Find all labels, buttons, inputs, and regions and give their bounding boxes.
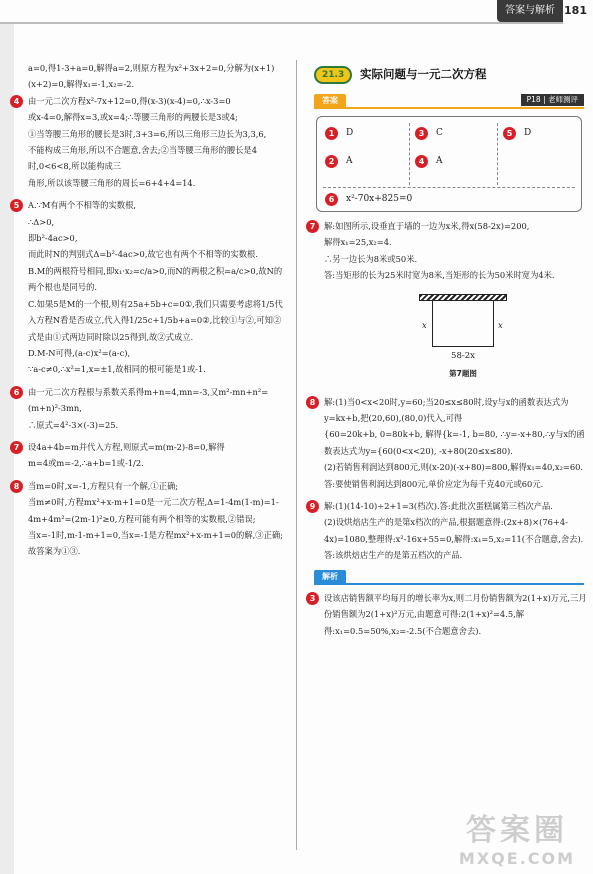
right-column: [306, 60, 588, 645]
answer-label: 答案: [314, 94, 346, 108]
fig-left-label: x: [422, 320, 427, 331]
section-title: 实际问题与一元二次方程: [360, 67, 487, 81]
fig-right-label: x: [498, 320, 503, 331]
answer-line: 由一元二次方程根与系数关系得m+n=4,mn=-3,又m²-mn+n²=(m+n)²-3mn,: [28, 386, 269, 414]
question-number: 7: [10, 441, 23, 454]
question-9: [306, 498, 588, 564]
figure-7: [306, 290, 588, 394]
answer-text: A: [346, 156, 353, 166]
q8-line: {60=20k+b, 0=80k+b, 解得{k=-1, b=80, ∴y=-x+80,∴y与x的函数表达式为y={60(0<x<20), -x+80(20≤x≤80).: [324, 429, 585, 456]
answer-line: 当m=0时,x=-1,方程只有一个解,①正确;: [28, 480, 179, 491]
answer-text: D: [346, 128, 354, 138]
answer-text: C: [436, 128, 443, 138]
answer-num: 1: [325, 127, 338, 140]
left-column: [10, 60, 288, 566]
answer-line: 即b²-4ac>0,: [28, 233, 78, 244]
answer-item: [10, 478, 288, 560]
q7-line: 答:当矩形的长为25米时宽为8米,当矩形的长为50米时宽为4米.: [324, 270, 555, 281]
q8-line: 解:(1)当0<x<20时,y=60;当20≤x≤80时,设y与x的函数表达式为y=kx+b,把(20,60),(80,0)代入,可得: [324, 396, 569, 424]
question-number: 4: [10, 95, 23, 108]
answer-line: C.如果5是M的一个根,则有25a+5b+c=0①,我们只需要考虑将1/5代入方程N看是否成立,代入得1/25c+1/5b+a=0②,比较①与②,可知②式是由①式两边同时除以25得到,故②式成立.: [28, 298, 283, 342]
answer-line: A.∵M有两个不相等的实数根,: [28, 200, 137, 211]
answer-box: [316, 116, 582, 212]
watermark-title: 答案圈: [466, 813, 568, 848]
question-number: 8: [306, 396, 319, 409]
answer-line: ∴Δ>0,: [28, 216, 55, 227]
answer-cell: [325, 125, 353, 141]
watermark: [447, 805, 587, 868]
answer-line: 设4a+4b=m并代入方程,则原式=m(m-2)-8=0,解得: [28, 441, 225, 452]
answer-line: B.M的两根符号相同,即x₁·x₂=c/a>0,而N的两根之积=a/c>0,故N的两个根也是同号的.: [28, 265, 283, 293]
answer-text: D: [524, 128, 532, 138]
answer-line: 当m≠0时,方程mx²+x-m+1=0是一元二次方程,Δ=1-4m(1-m)=1-4m+4m²=(2m-1)²≥0,方程可能有两个相等的实数根,②错误;: [28, 497, 279, 524]
answer-num: 3: [415, 127, 428, 140]
analysis-label: 解析: [314, 570, 346, 584]
answer-bar-line: [314, 107, 584, 109]
question-number: 6: [10, 386, 23, 399]
answer-bar: [306, 94, 588, 108]
answer-line: 故答案为①③.: [28, 546, 81, 557]
section-badge: 21.3: [314, 66, 352, 84]
column-divider: [296, 60, 297, 850]
answer-divider-1: [409, 123, 410, 185]
answer-line: 由一元二次方程x²-7x+12=0,得(x-3)(x-4)=0,∴x-3=0: [28, 95, 231, 106]
answer-item: [10, 93, 288, 191]
page-number: 181: [564, 4, 587, 17]
header-tab: 答案与解析: [497, 0, 563, 22]
answer-item: [10, 439, 288, 472]
q7-line: 解:如图所示,设垂直于墙的一边为x米,得x(58-2x)=200,: [324, 221, 530, 231]
p18-label: P18 | 老师测评: [521, 94, 584, 106]
answer-line: m=4或m=-2,∴a+b=1或-1/2.: [28, 458, 144, 469]
answer-num: 2: [325, 155, 338, 168]
answer-item: [10, 197, 288, 377]
answer-line: ∴原式=4²-3×(-3)=25.: [28, 419, 119, 430]
question-7: [306, 218, 588, 284]
answer-cell: [503, 125, 531, 141]
answer-cell: [415, 153, 443, 169]
question-number: 3: [306, 592, 319, 605]
answer-line: ①当等腰三角形的腰长是3时,3+3=6,所以三角形三边长为3,3,6,: [28, 128, 267, 139]
analysis-bar-line: [314, 583, 584, 585]
q3-line: 设该店销售额平均每月的增长率为x,则二月份销售额为2(1+x)万元,三月份销售额为2(1+x)²万元,由题意可得:2(1+x)²=4.5,解得:x₁=0.5=50%,x₂=-2.5(不合题意舍去).: [324, 592, 587, 636]
answer-num: 4: [415, 155, 428, 168]
answer-cell: [325, 153, 353, 169]
answer-line: D.M-N可得,(a-c)x²=(a-c),: [28, 347, 131, 358]
wall-shape: [419, 294, 507, 301]
answer-line: 角形,所以该等腰三角形的周长=6+4+4=14.: [28, 177, 196, 188]
answer-line: 当x=-1时,m-1-m+1=0,当x=-1是方程mx²+x-m+1=0的解,③正确;: [28, 529, 283, 540]
answer-num: 6: [325, 193, 338, 206]
answer-line: 不能构成三角形,所以不合题意,舍去;②当等腰三角形的腰长是4时,0<6<8,所以能构成三: [28, 145, 258, 172]
q9-line: (2)设烘焙店生产的是第x档次的产品,根据题意得:(2x+8)×(76+4-4x)=1080,整理得:x²-16x+55=0,解得:x₁=5,x₂=11(不合题意,舍去).答:该烘焙店生产的是第五档次的产品.: [324, 517, 584, 561]
answer-text: x²-70x+825=0: [346, 194, 413, 204]
answer-text: A: [436, 156, 443, 166]
q9-line: 解:(1)(14-10)÷2+1=3(档次).答:此批次蛋糕属第三档次产品.: [324, 501, 553, 512]
answer-line: ∵a-c≠0,∴x²=1,x=±1,故相同的根可能是1或-1.: [28, 364, 206, 375]
q7-line: ∴另一边长为8米或50米.: [324, 253, 418, 264]
answer-item: [10, 384, 288, 433]
section-header: [306, 60, 588, 90]
answer-divider-2: [497, 123, 498, 185]
watermark-url: MXQE.COM: [458, 849, 576, 868]
question-3-analysis: [306, 590, 588, 639]
answer-cell: [325, 191, 412, 207]
left-items: [10, 93, 288, 560]
fig-bottom-label: 58-2x: [451, 350, 475, 361]
answer-cell: [415, 125, 443, 141]
q8-line: (2)若销售利润达到800元,则(x-20)(-x+80)=800,解得x₁=40,x₂=60.答:要使销售利润达到800元,单价应定为每千克40元或60元.: [324, 462, 584, 489]
question-number: 5: [10, 199, 23, 212]
answer-num: 5: [503, 127, 516, 140]
question-number: 9: [306, 500, 319, 513]
question-8: [306, 394, 588, 492]
q7-line: 解得x₁=25,x₂=4.: [324, 237, 392, 248]
answer-line: 而此时N的判别式Δ=b²-4ac>0,故它也有两个不相等的实数根.: [28, 249, 258, 260]
question-number: 7: [306, 220, 319, 233]
answer-line: 或x-4=0,解得x=3,或x=4;∴等腰三角形的两腰长是3或4;: [28, 112, 238, 123]
answer-divider-h: [323, 187, 575, 188]
fence-rectangle: [432, 301, 494, 347]
fig-caption: 第7题图: [449, 368, 477, 378]
question-number: 8: [10, 480, 23, 493]
intro-text: a=0,得1-3+a=0,解得a=2,则原方程为x²+3x+2=0,分解为(x+1)(x+2)=0,解得x₁=-1,x₂=-2.: [28, 63, 275, 90]
header-rule: [0, 22, 563, 24]
analysis-bar: [306, 570, 588, 584]
